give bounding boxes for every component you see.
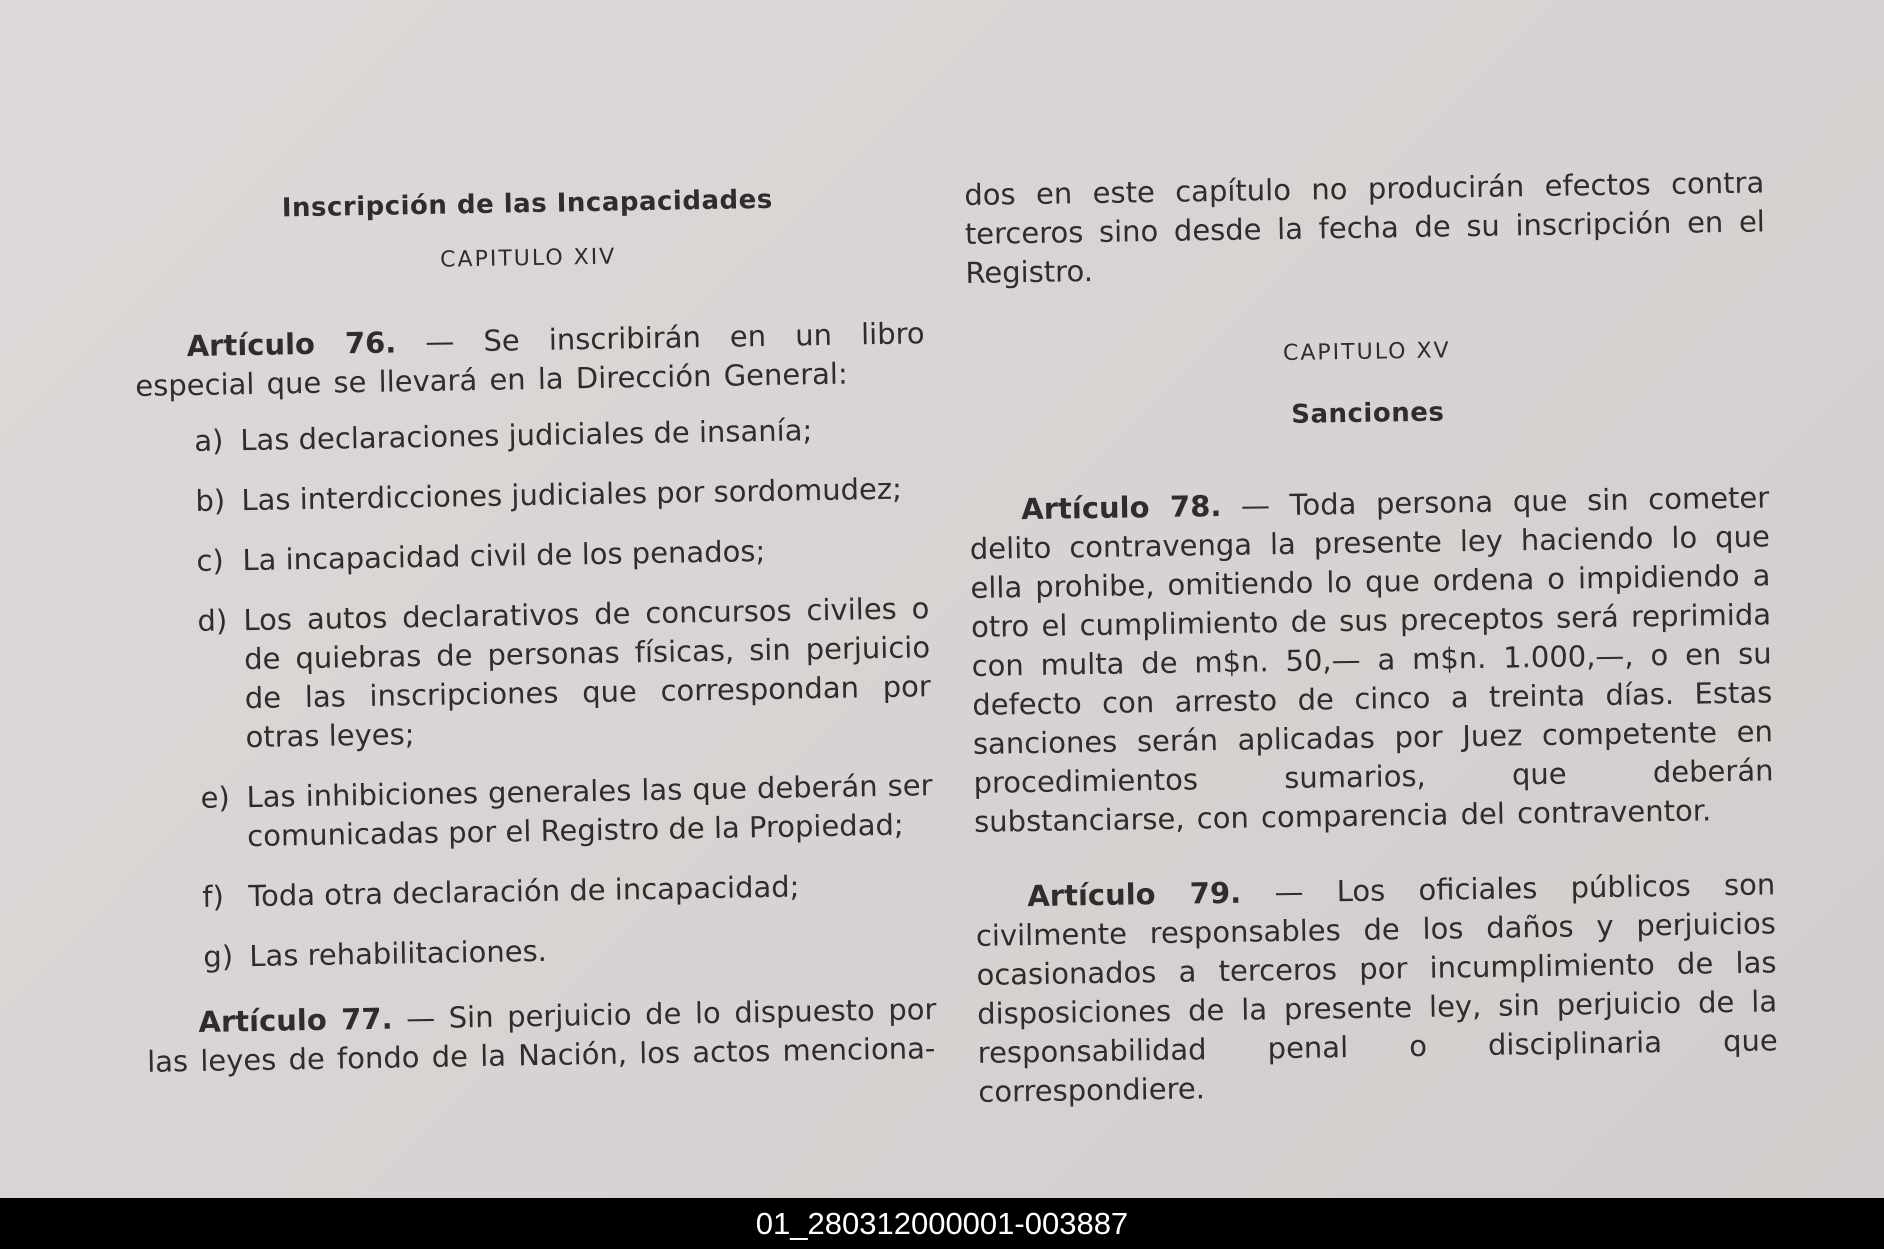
article-77-label: Artículo 77. — [198, 1001, 393, 1039]
article-78-label: Artículo 78. — [1020, 489, 1222, 527]
list-item — [142, 766, 933, 858]
item-letter: c) — [196, 543, 225, 578]
item-text: Las declaraciones judiciales de insanía; — [240, 413, 813, 458]
article-78-text: — Toda persona que sin cometer delito contravenga la presente ley haciendo lo que ella prohibe, omitiendo lo que ordena o impidiendo a otro el cumplimiento de sus preceptos será reprimida con multa de m$n. 50,— a m$n. 1.000,—, o en su defecto con arresto de cinco a treinta días. Estas sanciones serán aplicadas por Juez competente en procedimientos sumarios, que deberán substanciarse, con comparencia del contraventor. — [969, 480, 1774, 839]
article-76-label: Artículo 76. — [186, 325, 397, 364]
item-letter: f) — [202, 879, 225, 914]
article-77-text: — Sin perjuicio de lo dispuesto por las leyes de fondo de la Nación, los actos menciona- — [146, 992, 937, 1079]
article-79-text: — Los oficiales públicos son civilmente responsables de los daños y perjuicios ocasionados a terceros por incumplimiento de las disposiciones de la presente ley, sin perjuicio de la responsabilidad penal o disciplinaria que correspondiere. — [975, 867, 1778, 1109]
list-item — [139, 589, 932, 759]
right-column — [964, 163, 1779, 1111]
article-76 — [134, 314, 925, 406]
article-76-text: — Se inscribirán en un libro especial que se llevará en la Dirección General: — [135, 316, 925, 403]
item-text: La incapacidad civil de los penados; — [242, 534, 766, 578]
article-77 — [146, 990, 937, 1082]
item-text: Las inhibiciones generales las que deberán ser comunicadas por el Registro de la Propiedad; — [246, 768, 933, 854]
item-text: Las rehabilitaciones. — [249, 933, 548, 974]
item-letter: d) — [197, 603, 228, 638]
article-79-label: Artículo 79. — [1027, 875, 1242, 914]
item-letter: a) — [194, 423, 224, 458]
article-78 — [969, 478, 1774, 842]
list-item — [144, 865, 935, 918]
section-heading-sanciones: Sanciones — [1291, 397, 1445, 430]
article-76-item-list — [136, 409, 936, 978]
item-letter: b) — [195, 483, 226, 518]
item-text: Los autos declarativos de concursos civiles o de quiebras de personas físicas, sin perjuicio de las inscripciones que correspondan por otras leyes; — [243, 591, 932, 755]
list-item — [136, 409, 927, 462]
article-79 — [975, 865, 1779, 1112]
item-text: Toda otra declaración de incapacidad; — [248, 869, 800, 914]
item-letter: g) — [203, 939, 234, 974]
chapter-xiv-label: CAPITULO XIV — [439, 244, 617, 273]
scan-id-footer: 01_280312000001-003887 — [0, 1198, 1884, 1249]
article-77-continuation: dos en este capítulo no producirán efectos contra terceros sino desde la fecha de su inscripción en el Registro. — [964, 165, 1766, 290]
section-heading-incapacidades: Inscripción de las Incapacidades — [281, 184, 773, 224]
chapter-xv-label: CAPITULO XV — [1282, 338, 1451, 367]
list-item — [137, 469, 928, 522]
item-text: Las interdicciones judiciales por sordomudez; — [241, 471, 903, 518]
list-item — [145, 925, 936, 978]
left-column — [132, 178, 937, 1082]
item-letter: e) — [200, 780, 231, 815]
list-item — [138, 529, 929, 582]
